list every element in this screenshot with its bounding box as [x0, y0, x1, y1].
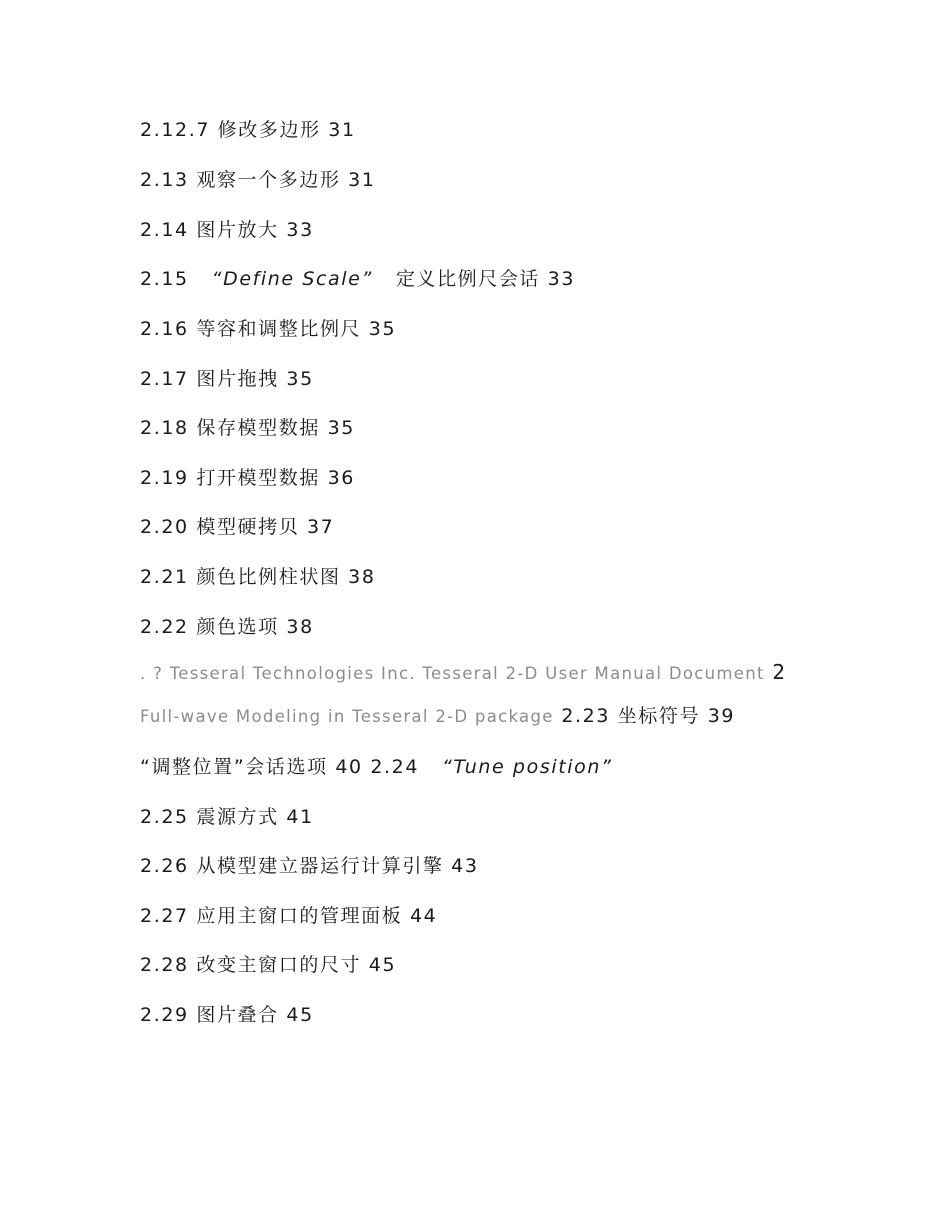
page-footer-subtitle-line [140, 707, 735, 726]
toc-entry-2-13: 2.13 观察一个多边形 31 [140, 169, 376, 191]
toc-entry-2-28: 2.28 改变主窗口的尺寸 45 [140, 954, 397, 976]
toc-quoted-title: “Tune position” [441, 756, 613, 778]
toc-entry-2-21: 2.21 颜色比例柱状图 38 [140, 566, 376, 588]
toc-entry-2-12-7: 2.12.7 修改多边形 31 [140, 119, 356, 141]
toc-entry-2-20: 2.20 模型硬拷贝 37 [140, 516, 335, 538]
toc-entry-2-16: 2.16 等容和调整比例尺 35 [140, 318, 397, 340]
toc-entry-2-26: 2.26 从模型建立器运行计算引擎 43 [140, 855, 479, 877]
toc-entry-2-25: 2.25 震源方式 41 [140, 806, 314, 828]
footer-page-number: 2 [772, 660, 787, 684]
toc-entry-2-29: 2.29 图片叠合 45 [140, 1004, 314, 1026]
toc-entry-2-18: 2.18 保存模型数据 35 [140, 417, 355, 439]
toc-text: “调整位置”会话选项 40 2.24 [140, 756, 420, 778]
toc-entry-2-22: 2.22 颜色选项 38 [140, 616, 314, 638]
toc-entry-2-19: 2.19 打开模型数据 36 [140, 467, 355, 489]
page-footer-copyright-line [140, 662, 787, 683]
toc-text: 定义比例尺会话 33 [395, 268, 576, 290]
footer-copyright: . ? Tesseral Technologies Inc. Tesseral 2-D User Manual Document [140, 664, 765, 683]
toc-entry-2-24 [140, 758, 612, 777]
toc-entry-2-17: 2.17 图片拖拽 35 [140, 368, 314, 390]
toc-entry-2-23: 2.23 坐标符号 39 [561, 705, 736, 727]
toc-quoted-title: “Define Scale” [211, 268, 373, 290]
toc-entry-2-15 [140, 270, 575, 289]
toc-entry-2-14: 2.14 图片放大 33 [140, 219, 314, 241]
toc-entry-2-27: 2.27 应用主窗口的管理面板 44 [140, 905, 438, 927]
toc-number: 2.15 [140, 268, 189, 290]
footer-subtitle: Full-wave Modeling in Tesseral 2-D package [140, 707, 554, 726]
